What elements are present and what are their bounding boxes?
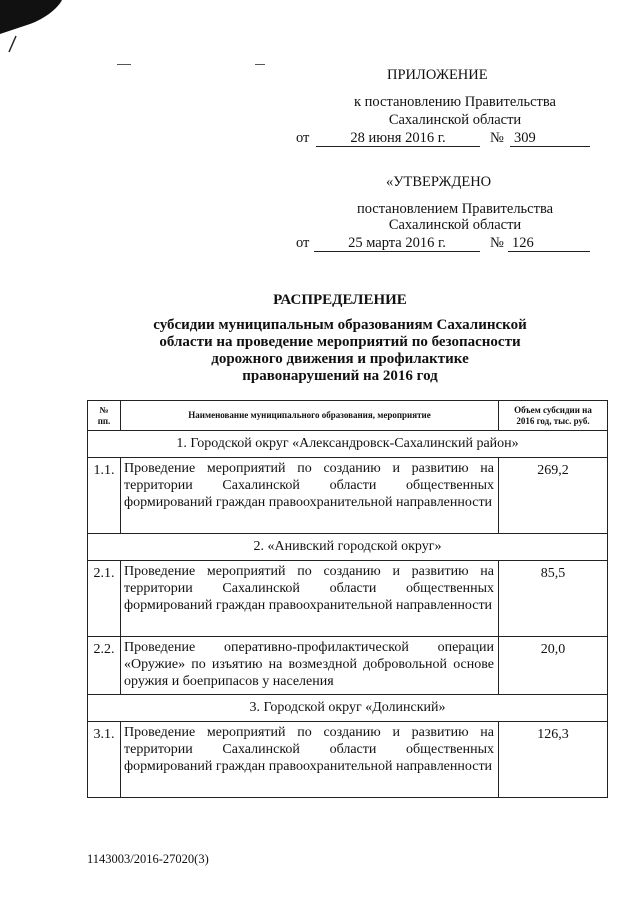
- table-header-row: [88, 401, 608, 431]
- approved-number-sign: №: [490, 235, 504, 251]
- row-value: 269,2: [499, 458, 608, 534]
- section-title: 3. Городской округ «Долинский»: [88, 695, 608, 722]
- approved-line1: постановлением Правительства: [356, 201, 554, 217]
- row-number: 1.1.: [88, 458, 121, 534]
- approved-date: 25 марта 2016 г.: [314, 234, 480, 252]
- table-row: [88, 561, 608, 637]
- row-description: Проведение мероприятий по созданию и развитию на территории Сахалинской области общественных формирований граждан правоохранительной направленности: [121, 722, 499, 798]
- approved-number: 126: [508, 234, 590, 252]
- subsidy-table: [87, 400, 608, 798]
- row-description: Проведение оперативно-профилактической операции «Оружие» по изъятию на возмездной добровольной основе оружия и боеприпасов у населения: [121, 637, 499, 695]
- document-subtitle-line4: правонарушений на 2016 год: [242, 368, 438, 384]
- row-number: 3.1.: [88, 722, 121, 798]
- table-row: [88, 722, 608, 798]
- table-section-row: [88, 431, 608, 458]
- document-code: 1143003/2016-27020(3): [87, 852, 209, 866]
- appendix-date: 28 июня 2016 г.: [316, 129, 480, 147]
- appendix-number: 309: [510, 129, 590, 147]
- section-title: 2. «Анивский городской округ»: [88, 534, 608, 561]
- row-number: 2.2.: [88, 637, 121, 695]
- table-section-row: [88, 534, 608, 561]
- document-heading: РАСПРЕДЕЛЕНИЕ: [273, 292, 407, 308]
- document-subtitle-line2: области на проведение мероприятий по безопасности: [159, 334, 521, 350]
- appendix-label: ПРИЛОЖЕНИЕ: [387, 67, 488, 83]
- col-header-name: Наименование муниципального образования, мероприятие: [121, 401, 499, 431]
- appendix-date-prefix: от: [296, 130, 310, 146]
- document-subtitle-line3: дорожного движения и профилактике: [211, 351, 469, 367]
- table-row: [88, 458, 608, 534]
- appendix-ref-line2: Сахалинской области: [388, 112, 522, 128]
- document-subtitle-line1: субсидии муниципальным образованиям Сахалинской: [153, 317, 527, 333]
- row-description: Проведение мероприятий по созданию и развитию на территории Сахалинской области общественных формирований граждан правоохранительной направленности: [121, 458, 499, 534]
- approved-line2: Сахалинской области: [388, 217, 522, 233]
- row-value: 85,5: [499, 561, 608, 637]
- scan-dash: [117, 64, 131, 65]
- col-header-number: № пп.: [88, 401, 121, 431]
- col-header-value: Объем субсидии на 2016 год, тыс. руб.: [499, 401, 608, 431]
- scan-dash: [255, 64, 265, 65]
- section-title: 1. Городской округ «Александровск-Сахалинский район»: [88, 431, 608, 458]
- table-row: [88, 637, 608, 695]
- appendix-ref-line1: к постановлению Правительства: [354, 94, 556, 110]
- row-description: Проведение мероприятий по созданию и развитию на территории Сахалинской области общественных формирований граждан правоохранительной направленности: [121, 561, 499, 637]
- approved-date-prefix: от: [296, 235, 310, 251]
- table-section-row: [88, 695, 608, 722]
- row-value: 20,0: [499, 637, 608, 695]
- row-number: 2.1.: [88, 561, 121, 637]
- appendix-number-sign: №: [490, 130, 504, 146]
- row-value: 126,3: [499, 722, 608, 798]
- approved-label: «УТВЕРЖДЕНО: [386, 174, 492, 190]
- corner-mark: [0, 0, 70, 55]
